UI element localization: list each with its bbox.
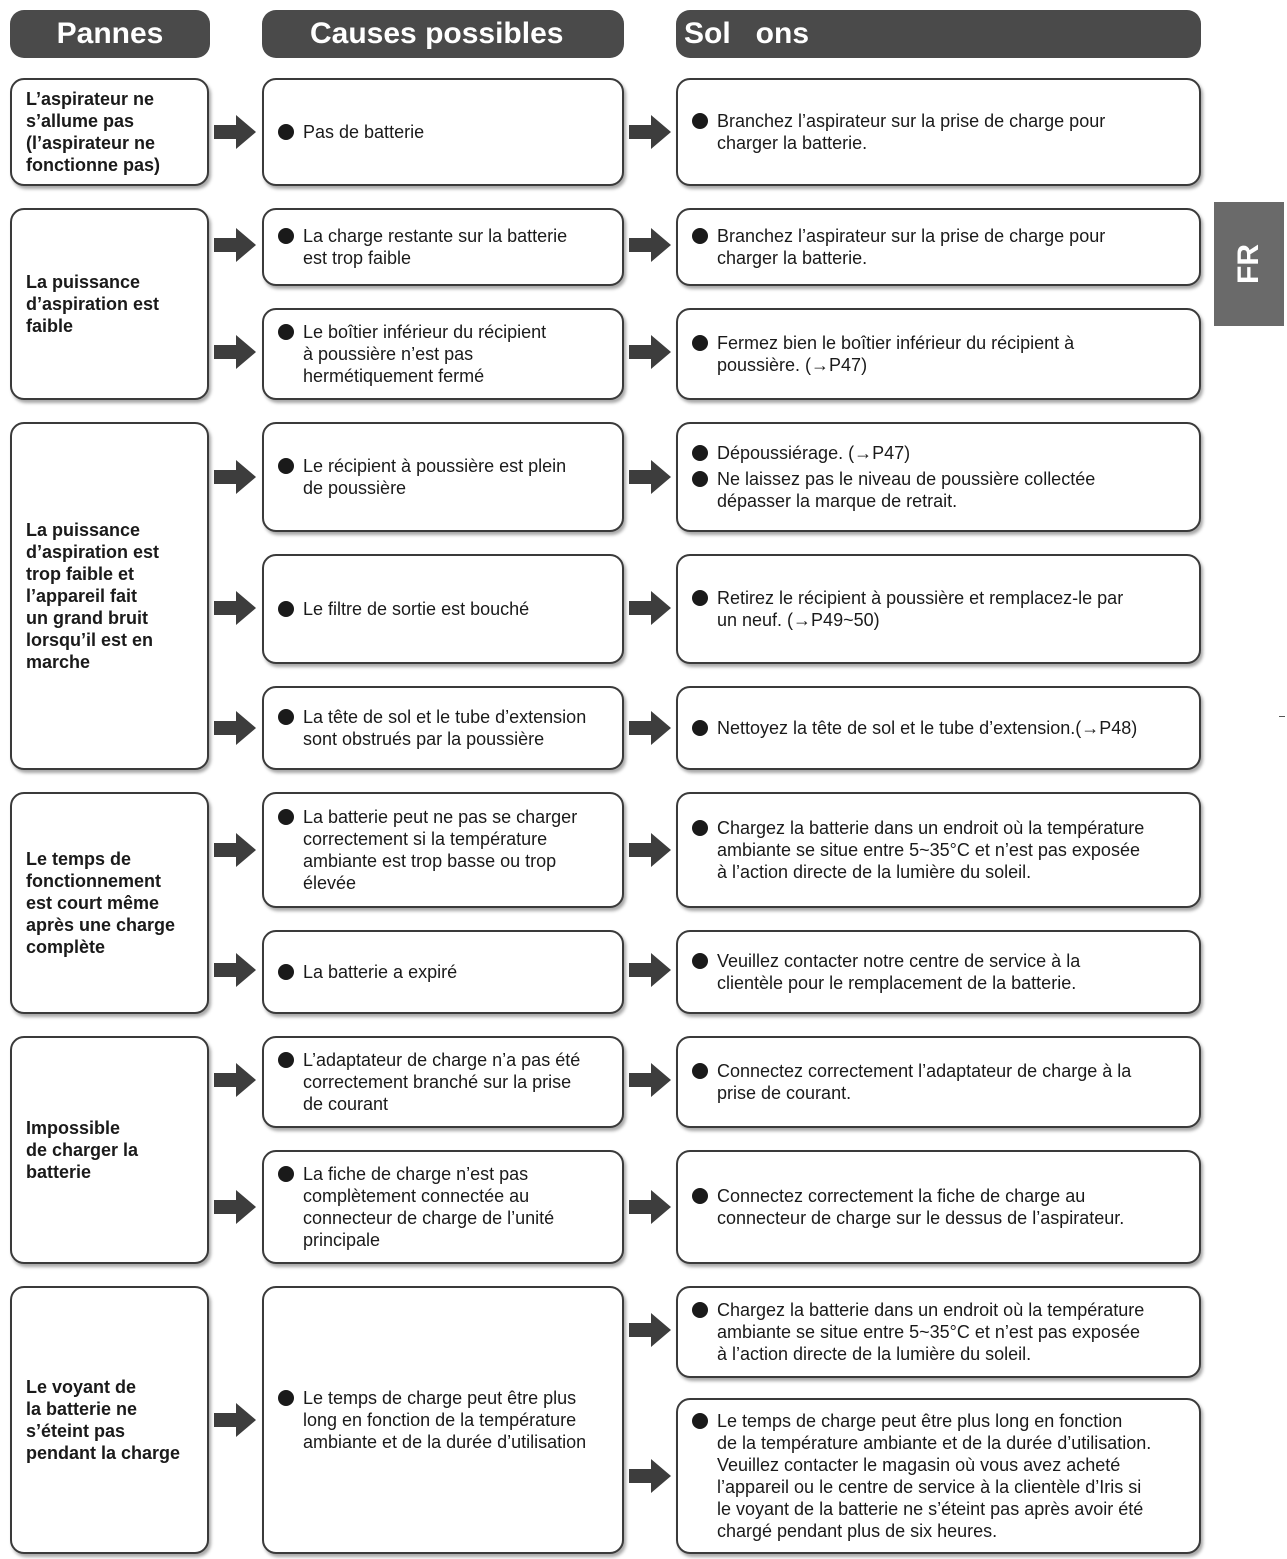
solution-box (676, 930, 1201, 1014)
cause-text: L’adaptateur de charge n’a pas été correctement branché sur la prise de courant (303, 1050, 581, 1114)
arrow-right-icon (214, 1190, 256, 1224)
solution-text: Le temps de charge peut être plus long en fonction de la température ambiante et de la durée d’utilisation. Veuillez contacter le magasin où vous avez acheté l’appareil ou le centre de service à la clientèle d’Iris si le voyant de la batterie ne s’éteint pas après avoir été chargé pendant plus de six heures. (717, 1411, 1152, 1541)
cause-box (262, 78, 624, 186)
arrow-right-icon (214, 460, 256, 494)
solution-box (676, 1398, 1201, 1554)
solution-text: Connectez correctement l’adaptateur de charge à la prise de courant. (717, 1061, 1132, 1103)
cause-text: La batterie a expiré (303, 962, 458, 982)
bullet-icon (692, 1063, 708, 1079)
bullet-icon (278, 964, 294, 980)
header-causes (262, 10, 624, 58)
cause-item (278, 806, 577, 894)
cause-text: Le temps de charge peut être plus long en fonction de la température ambiante et de la durée d’utilisation (303, 1388, 587, 1452)
bullet-icon (278, 228, 294, 244)
solution-item (692, 817, 1189, 883)
solution-box (676, 78, 1201, 186)
solution-item (692, 1299, 1189, 1365)
bullet-icon (278, 809, 294, 825)
solution-text: Ne laissez pas le niveau de poussière collectée dépasser la marque de retrait. (717, 469, 1096, 511)
arrow-right-icon (629, 335, 671, 369)
panne-text: La puissance d’aspiration est faible (26, 272, 160, 336)
solution-text: Branchez l’aspirateur sur la prise de charge pour charger la batterie. (717, 111, 1106, 153)
cause-text: Pas de batterie (303, 122, 425, 142)
arrow-right-icon (629, 115, 671, 149)
panne-text: Le voyant de la batterie ne s’éteint pas pendant la charge (26, 1377, 181, 1463)
language-tab-label: FR (1232, 244, 1265, 284)
header-pannes (10, 10, 210, 58)
bullet-icon (692, 471, 708, 487)
solution-item (692, 717, 1189, 739)
cause-box (262, 1036, 624, 1128)
arrow-right-icon (629, 591, 671, 625)
solution-text: Retirez le récipient à poussière et remplacez-le par un neuf. (→P49~50) (717, 588, 1124, 630)
arrow-right-icon (214, 115, 256, 149)
bullet-icon (692, 590, 708, 606)
cause-box (262, 686, 624, 770)
bullet-icon (278, 324, 294, 340)
cause-box (262, 1286, 624, 1554)
cause-item (278, 1387, 586, 1453)
solution-text: Chargez la batterie dans un endroit où la température ambiante se situe entre 5~35°C et n’est pas exposée à l’action directe de la lumière du soleil. (717, 818, 1145, 882)
panne-box (10, 78, 209, 186)
panne-box (10, 1286, 209, 1554)
arrow-right-icon (629, 833, 671, 867)
bullet-icon (692, 228, 708, 244)
solution-item (692, 332, 1189, 376)
bullet-icon (278, 1390, 294, 1406)
solution-box (676, 1150, 1201, 1264)
bullet-icon (692, 820, 708, 836)
solution-text: Dépoussiérage. (→P47) (717, 443, 911, 463)
cause-box (262, 308, 624, 400)
cause-text: La tête de sol et le tube d’extension sont obstrués par la poussière (303, 707, 587, 749)
solution-item (692, 110, 1189, 154)
solution-item (692, 225, 1189, 269)
solution-box (676, 686, 1201, 770)
panne-box (10, 208, 209, 400)
bullet-icon (278, 709, 294, 725)
solution-box (676, 422, 1201, 532)
arrow-right-icon (214, 953, 256, 987)
cause-box (262, 1150, 624, 1264)
edge-mark (1279, 716, 1285, 717)
bullet-icon (278, 1166, 294, 1182)
cause-box (262, 422, 624, 532)
language-tab (1214, 202, 1284, 326)
solution-text: Fermez bien le boîtier inférieur du récipient à poussière. (→P47) (717, 333, 1075, 375)
cause-box (262, 930, 624, 1014)
bullet-icon (692, 1413, 708, 1429)
cause-item (278, 121, 424, 143)
bullet-icon (278, 1052, 294, 1068)
solution-text: Branchez l’aspirateur sur la prise de charge pour charger la batterie. (717, 226, 1106, 268)
solution-box (676, 554, 1201, 664)
arrow-right-icon (629, 1063, 671, 1097)
arrow-right-icon (214, 1403, 256, 1437)
arrow-right-icon (629, 1313, 671, 1347)
cause-text: Le boîtier inférieur du récipient à poussière n’est pas hermétiquement fermé (303, 322, 547, 386)
bullet-icon (692, 953, 708, 969)
panne-text: Impossible de charger la batterie (26, 1118, 139, 1182)
bullet-icon (692, 445, 708, 461)
solution-box (676, 208, 1201, 286)
solution-item (692, 950, 1189, 994)
arrow-right-icon (214, 335, 256, 369)
solution-item (692, 1185, 1189, 1229)
arrow-right-icon (629, 460, 671, 494)
cause-item (278, 598, 529, 620)
solution-text: Chargez la batterie dans un endroit où la température ambiante se situe entre 5~35°C et n’est pas exposée à l’action directe de la lumière du soleil. (717, 1300, 1145, 1364)
bullet-icon (278, 458, 294, 474)
header-pannes-label: Pannes (56, 17, 164, 50)
arrow-right-icon (214, 228, 256, 262)
cause-item (278, 455, 566, 499)
solution-text: Connectez correctement la fiche de charge au connecteur de charge sur le dessus de l’aspirateur. (717, 1186, 1125, 1228)
header-solutions-label: Sol ons (684, 17, 810, 50)
panne-box (10, 1036, 209, 1264)
solution-item (692, 1060, 1189, 1104)
solution-box (676, 1036, 1201, 1128)
panne-box (10, 422, 209, 770)
arrow-right-icon (629, 953, 671, 987)
bullet-icon (278, 601, 294, 617)
cause-item (278, 961, 457, 983)
solution-item (692, 442, 1189, 464)
solution-item (692, 468, 1189, 512)
cause-text: La fiche de charge n’est pas complètement connectée au connecteur de charge de l’unité principale (303, 1164, 555, 1250)
arrow-right-icon (214, 711, 256, 745)
arrow-right-icon (629, 1459, 671, 1493)
solution-item (692, 587, 1189, 631)
solution-box (676, 792, 1201, 908)
bullet-icon (692, 1302, 708, 1318)
panne-text: Le temps de fonctionnement est court même après une charge complète (26, 849, 176, 957)
cause-item (278, 321, 546, 387)
bullet-icon (692, 720, 708, 736)
cause-text: La batterie peut ne pas se charger correctement si la température ambiante est trop basse ou trop élevée (303, 807, 578, 893)
header-causes-label: Causes possibles (310, 17, 564, 50)
solution-text: Nettoyez la tête de sol et le tube d’extension.(→P48) (717, 718, 1138, 738)
arrow-right-icon (629, 711, 671, 745)
solution-box (676, 308, 1201, 400)
panne-box (10, 792, 209, 1014)
bullet-icon (278, 124, 294, 140)
cause-text: La charge restante sur la batterie est trop faible (303, 226, 568, 268)
panne-text: L’aspirateur ne s’allume pas (l’aspirateur ne fonctionne pas) (26, 89, 160, 175)
cause-item (278, 706, 586, 750)
header-solutions (676, 10, 1201, 58)
cause-box (262, 208, 624, 286)
arrow-right-icon (214, 1063, 256, 1097)
solution-item (692, 1410, 1189, 1542)
arrow-right-icon (214, 591, 256, 625)
cause-text: Le filtre de sortie est bouché (303, 599, 530, 619)
cause-item (278, 225, 567, 269)
cause-item (278, 1163, 554, 1251)
bullet-icon (692, 113, 708, 129)
cause-box (262, 554, 624, 664)
arrow-right-icon (629, 1190, 671, 1224)
bullet-icon (692, 335, 708, 351)
solution-text: Veuillez contacter notre centre de service à la clientèle pour le remplacement de la batterie. (717, 951, 1081, 993)
bullet-icon (692, 1188, 708, 1204)
panne-text: La puissance d’aspiration est trop faible et l’appareil fait un grand bruit lorsqu’il est en marche (26, 520, 160, 672)
cause-item (278, 1049, 580, 1115)
arrow-right-icon (214, 833, 256, 867)
cause-box (262, 792, 624, 908)
solution-box (676, 1286, 1201, 1378)
arrow-right-icon (629, 228, 671, 262)
cause-text: Le récipient à poussière est plein de poussière (303, 456, 567, 498)
